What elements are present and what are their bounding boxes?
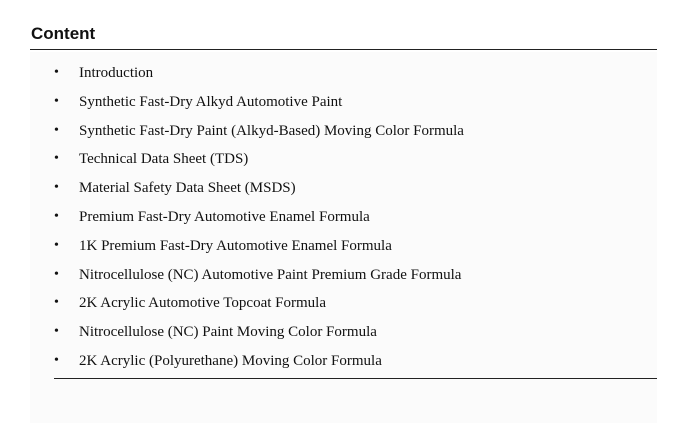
toc-item-label: Nitrocellulose (NC) Paint Moving Color Formula [79,324,377,341]
list-bottom-divider [54,378,657,379]
section-heading: Content [31,24,96,43]
toc-item-label: Nitrocellulose (NC) Automotive Paint Premium Grade Formula [79,266,462,283]
bullet-icon: • [54,151,59,167]
toc-item-label: Synthetic Fast-Dry Alkyd Automotive Paint [79,93,343,110]
toc-item-label: 1K Premium Fast-Dry Automotive Enamel Formula [79,237,392,254]
heading-divider [30,49,657,50]
bullet-icon: • [54,295,59,311]
bullet-icon: • [54,266,59,282]
toc-item-label: Material Safety Data Sheet (MSDS) [79,180,296,197]
bullet-icon: • [54,352,59,368]
bullet-icon: • [54,180,59,196]
bullet-icon: • [54,237,59,253]
toc-item-label: Premium Fast-Dry Automotive Enamel Formula [79,208,370,225]
toc-item-label: Technical Data Sheet (TDS) [79,151,249,168]
toc-item-label: Introduction [79,65,154,81]
toc-item-label: Synthetic Fast-Dry Paint (Alkyd-Based) Moving Color Formula [79,122,464,139]
bullet-icon: • [54,208,59,224]
bullet-icon: • [54,65,59,80]
bullet-icon: • [54,122,59,138]
bullet-icon: • [54,93,59,109]
toc-item-label: 2K Acrylic (Polyurethane) Moving Color Formula [79,352,382,369]
bullet-icon: • [54,324,59,340]
toc-item-label: 2K Acrylic Automotive Topcoat Formula [79,295,326,312]
